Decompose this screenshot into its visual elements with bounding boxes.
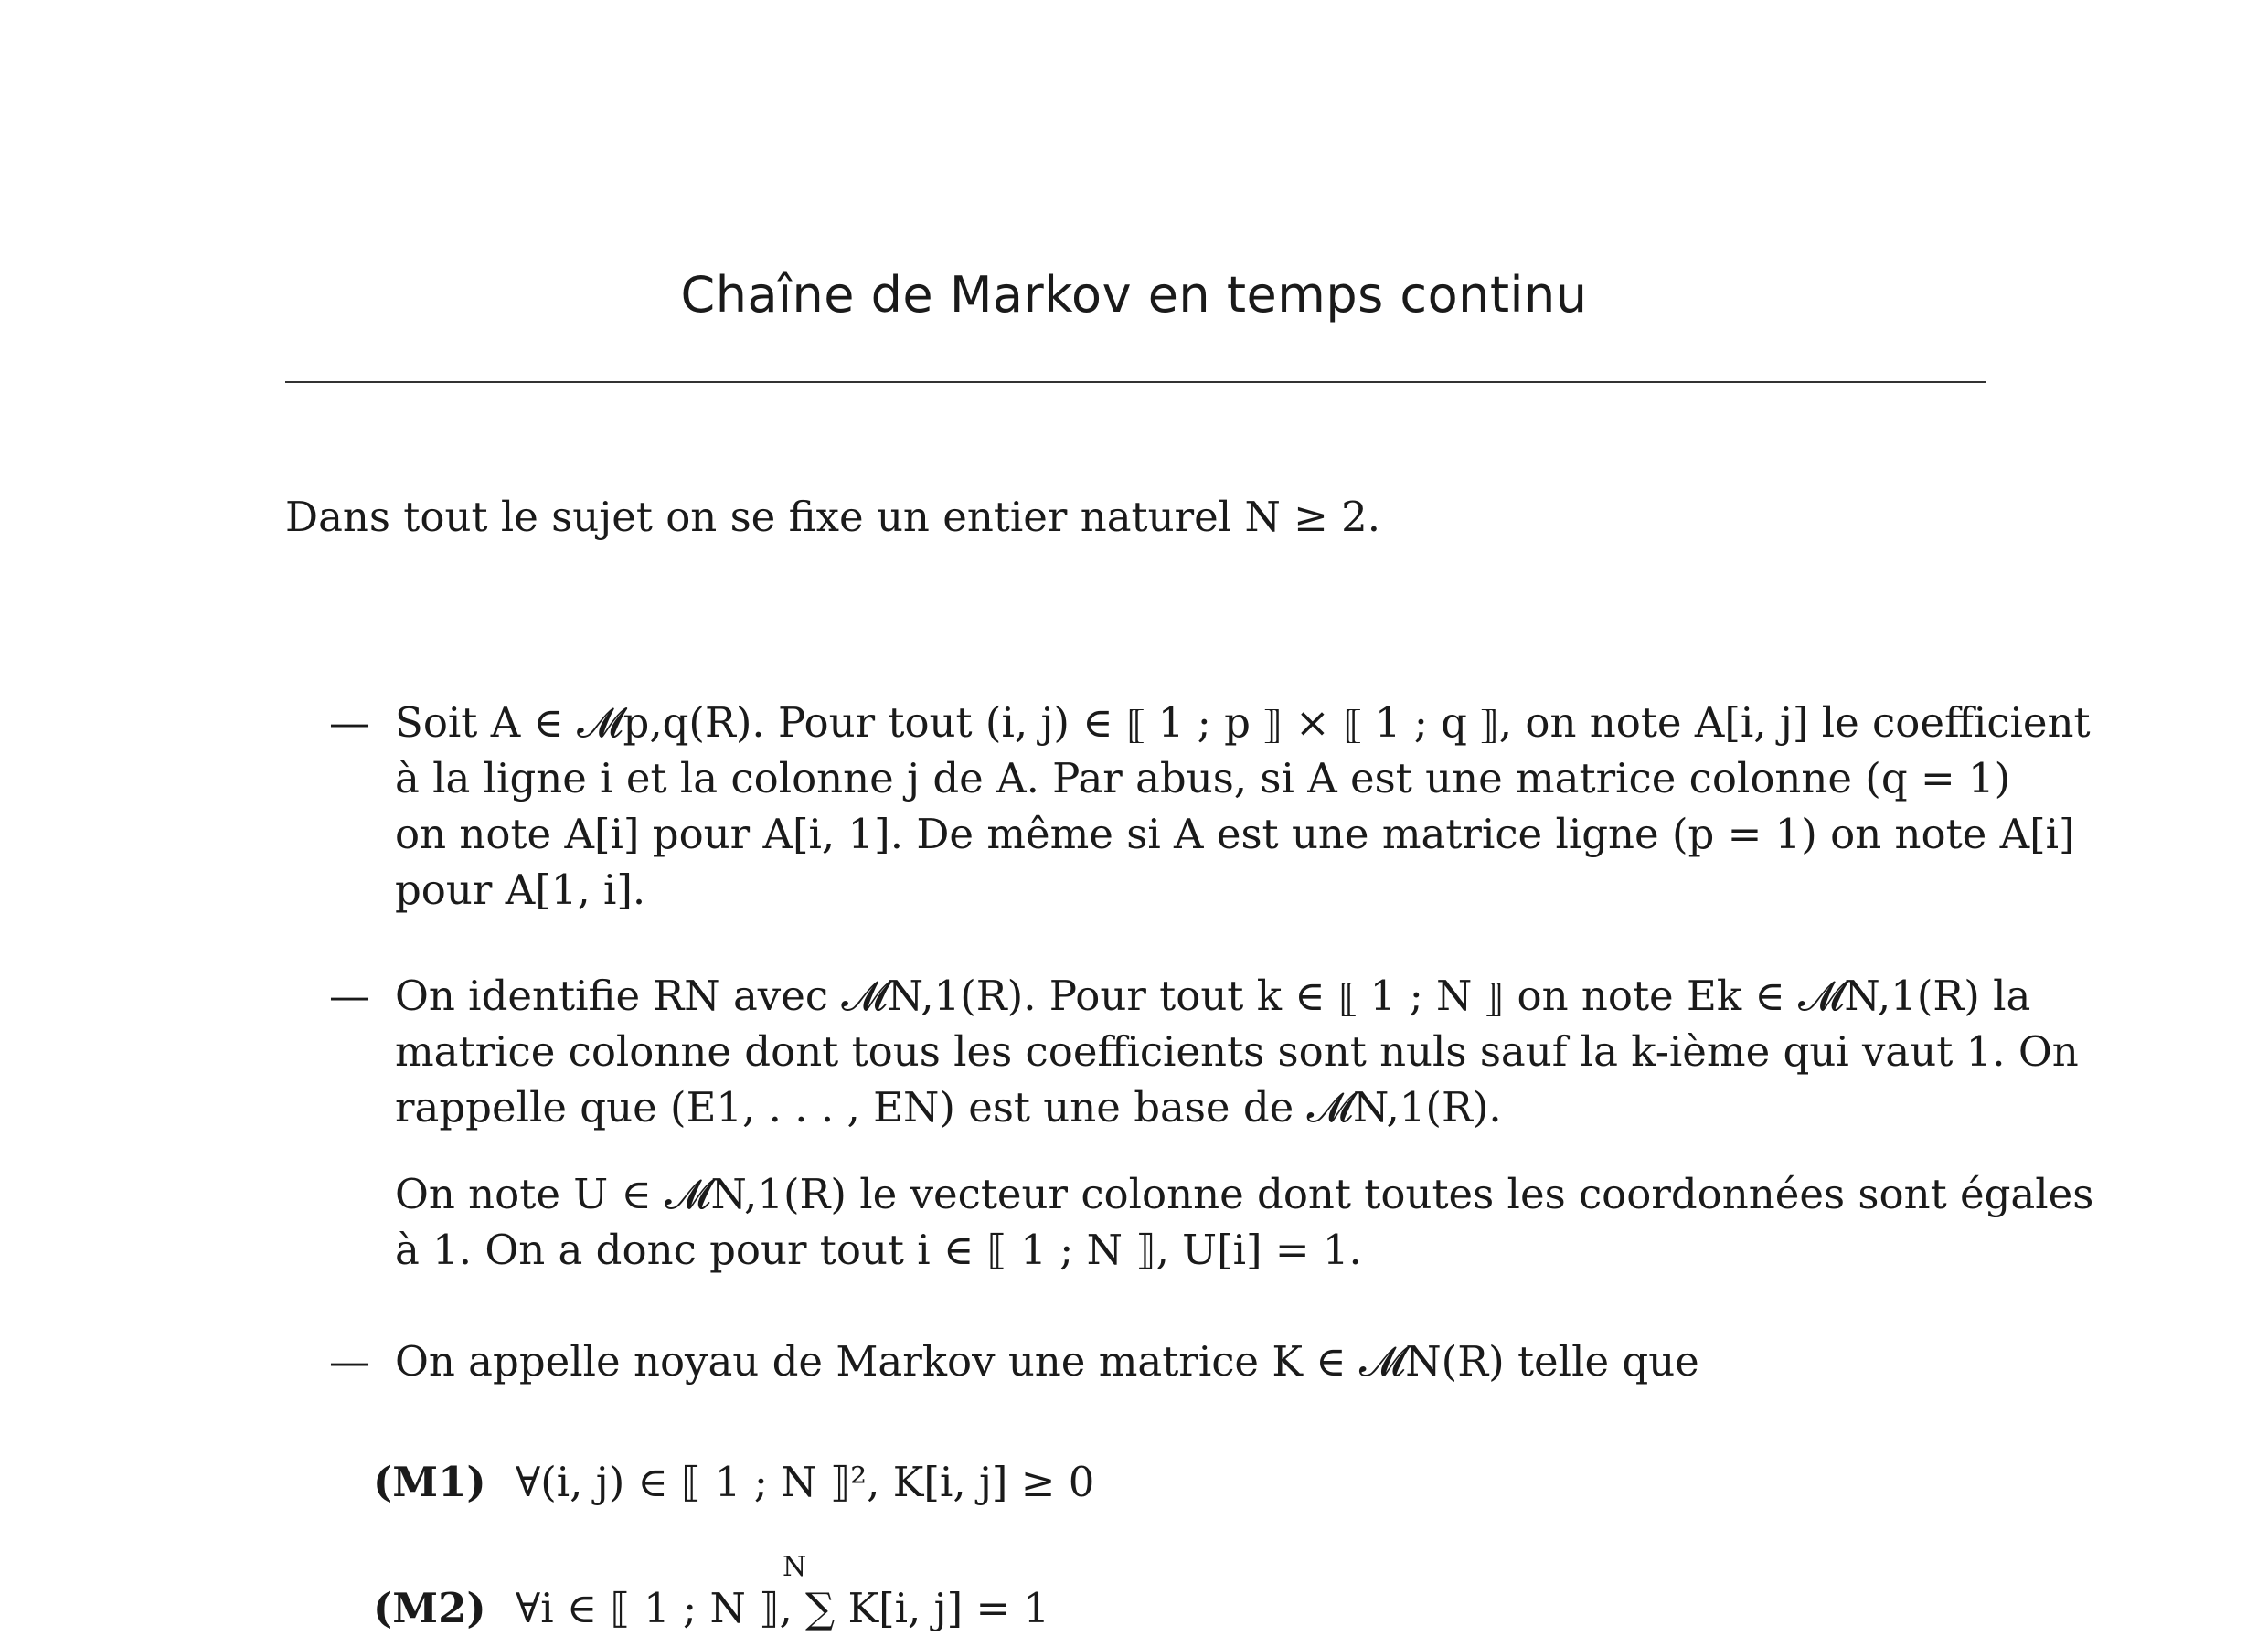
bullet-marker: — (329, 1337, 370, 1386)
title-divider (285, 381, 1986, 383)
bullet-marker: — (329, 698, 370, 747)
text-line: à la ligne i et la colonne j de A. Par abus, si A est une matrice colonne (q = 1) (395, 754, 2011, 802)
definition-item-canonical-basis (395, 968, 2079, 1135)
intro-paragraph: Dans tout le sujet on se fixe un entier naturel N ≥ 2. (285, 493, 1381, 541)
text-line: On note U ∈ 𝓜N,1(R) le vecteur colonne dont toutes les coordonnées sont égales (395, 1170, 2094, 1218)
condition-m2 (373, 1581, 1049, 1636)
text-line: à 1. On a donc pour tout i ∈ ⟦ 1 ; N ⟧, U[i] = 1. (395, 1226, 1362, 1274)
text-line: matrice colonne dont tous les coefficients sont nuls sauf la k-ième qui vaut 1. On (395, 1027, 2079, 1076)
document-title: Chaîne de Markov en temps continu (680, 266, 1588, 324)
text-line: rappelle que (E1, . . . , EN) est une base de 𝓜N,1(R). (395, 1083, 1502, 1131)
condition-tag: (M2) (373, 1584, 486, 1632)
condition-m1 (373, 1455, 1094, 1510)
definition-item-vector-u (395, 1166, 2094, 1278)
text-line: On identifie RN avec 𝓜N,1(R). Pour tout k ∈ ⟦ 1 ; N ⟧ on note Ek ∈ 𝓜N,1(R) la (395, 972, 2031, 1020)
text-line: on note A[i] pour A[i, 1]. De même si A est une matrice ligne (p = 1) on note A[i] (395, 810, 2075, 858)
text-line: pour A[1, i]. (395, 866, 646, 914)
text-line: Soit A ∈ 𝓜p,q(R). Pour tout (i, j) ∈ ⟦ 1 ; p ⟧ × ⟦ 1 ; q ⟧, on note A[i, j] le coefficient (395, 698, 2091, 747)
definition-item-coefficients (395, 695, 2091, 918)
bullet-marker: — (329, 972, 370, 1020)
condition-formula: ∀(i, j) ∈ ⟦ 1 ; N ⟧², K[i, j] ≥ 0 (516, 1458, 1095, 1506)
text-line: On appelle noyau de Markov une matrice K ∈ 𝓜N(R) telle que (395, 1337, 1699, 1386)
condition-formula: ∀i ∈ ⟦ 1 ; N ⟧, ∑ K[i, j] = 1 (516, 1584, 1050, 1632)
sum-upper-limit: N (783, 1551, 807, 1583)
definition-item-markov-kernel (395, 1333, 1986, 1389)
condition-tag: (M1) (373, 1458, 486, 1506)
